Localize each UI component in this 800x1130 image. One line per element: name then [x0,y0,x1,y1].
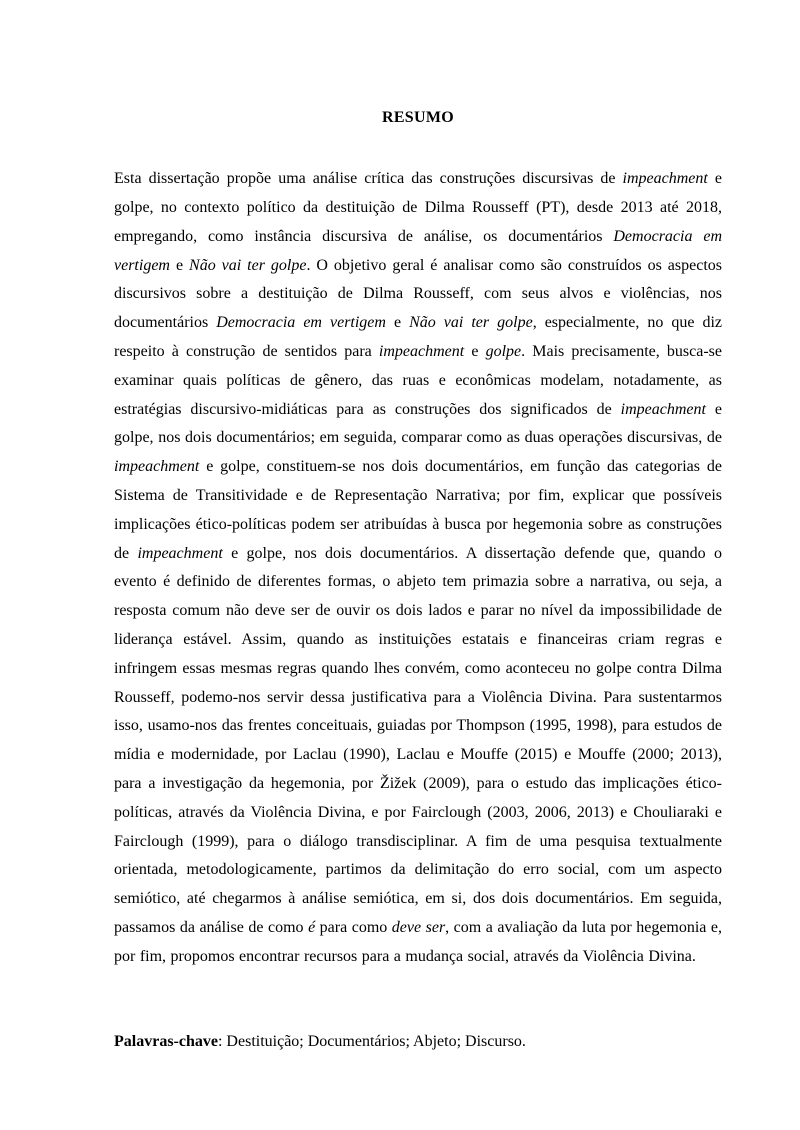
keywords-text: : Destituição; Documentários; Abjeto; Discurso. [217,1032,526,1050]
keywords-line [114,1028,722,1057]
page-title: RESUMO [381,109,455,126]
abstract-paragraph: Esta dissertação propõe uma análise crítica das construções discursivas de impeachment e golpe, no contexto político da destituição de Dilma Rousseff (PT), desde 2013 até 2018, empregando, como instância discursiva de análise, os documentários Democracia em vertigem e Não vai ter golpe. O objetivo geral é analisar como são construídos os aspectos discursivos sobre a destituição de Dilma Rousseff, com seus alvos e violências, nos documentários Democracia em vertigem e Não vai ter golpe, especialmente, no que diz respeito à construção de sentidos para impeachment e golpe. Mais precisamente, busca-se examinar quais políticas de gênero, das ruas e econômicas modelam, notadamente, as estratégias discursivo-midiáticas para as construções dos significados de impeachment e golpe, nos dois documentários; em seguida, comparar como as duas operações discursivas, de impeachment e golpe, constituem-se nos dois documentários, em função das categorias de Sistema de Transitividade e de Representação Narrativa; por fim, explicar que possíveis implicações ético-políticas podem ser atribuídas à busca por hegemonia sobre as construções de impeachment e golpe, nos dois documentários. A dissertação defende que, quando o evento é definido de diferentes formas, o abjeto tem primazia sobre a narrativa, ou seja, a resposta comum não deve ser de ouvir os dois lados e parar no nível da impossibilidade de liderança estável. Assim, quando as instituições estatais e financeiras criam regras e infringem essas mesmas regras quando lhes convém, como aconteceu no golpe contra Dilma Rousseff, podemo-nos servir dessa justificativa para a Violência Divina. Para sustentarmos isso, usamo-nos das frentes conceituais, guiadas por Thompson (1995, 1998), para estudos de mídia e modernidade, por Laclau (1990), Laclau e Mouffe (2015) e Mouffe (2000; 2013), para a investigação da hegemonia, por Žižek (2009), para o estudo das implicações ético-políticas, através da Violência Divina, e por Fairclough (2003, 2006, 2013) e Chouliaraki e Fairclough (1999), para o diálogo transdisciplinar. A fim de uma pesquisa textualmente orientada, metodologicamente, partimos da delimitação do erro social, com um aspecto semiótico, até chegarmos à análise semiótica, em si, dos dois documentários. Em seguida, passamos da análise de como é para como deve ser, com a avaliação da luta por hegemonia e, por fim, propomos encontrar recursos para a mudança social, através da Violência Divina. [114,170,723,965]
keywords-label: Palavras-chave [114,1032,218,1050]
